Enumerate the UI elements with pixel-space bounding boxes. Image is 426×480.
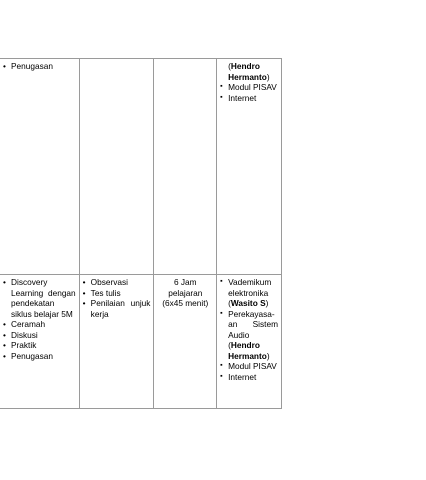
method-item: • Penugasan	[3, 61, 76, 72]
assessment-item: • Observasi	[83, 277, 151, 288]
assessment-cell	[79, 275, 154, 409]
assessment-cell	[79, 59, 154, 275]
resource-item: ▪ Vademikum elektronika (Wasito S)	[220, 277, 278, 309]
methods-cell	[0, 275, 79, 409]
assessment-item: • Penilaian unjuk kerja	[83, 298, 151, 319]
table-row	[0, 59, 282, 275]
method-item: • Penugasan	[3, 351, 76, 362]
method-item: • Diskusi	[3, 330, 76, 341]
method-item: • Discovery Learning dengan pendekatan siklus belajar 5M	[3, 277, 76, 319]
resource-item: ▪ Modul PISAV	[220, 361, 278, 372]
method-item: • Praktik	[3, 340, 76, 351]
resources-cell	[217, 275, 282, 409]
resources-cell	[217, 59, 282, 275]
resource-item: ▪ Internet	[220, 93, 278, 104]
resource-item: ▪ Perekayasa-an Sistem Audio (Hendro Hermanto)	[220, 309, 278, 362]
time-cell: 6 Jam pelajaran (6x45 menit)	[154, 275, 217, 409]
table-row	[0, 275, 282, 409]
method-item: • Ceramah	[3, 319, 76, 330]
time-cell	[154, 59, 217, 275]
resource-continuation: (Hendro Hermanto)	[228, 61, 270, 82]
assessment-item: • Tes tulis	[83, 288, 151, 299]
methods-cell	[0, 59, 79, 275]
resource-item: ▪ Internet	[220, 372, 278, 383]
lesson-plan-table	[0, 58, 282, 409]
resource-item: ▪ Modul PISAV	[220, 82, 278, 93]
